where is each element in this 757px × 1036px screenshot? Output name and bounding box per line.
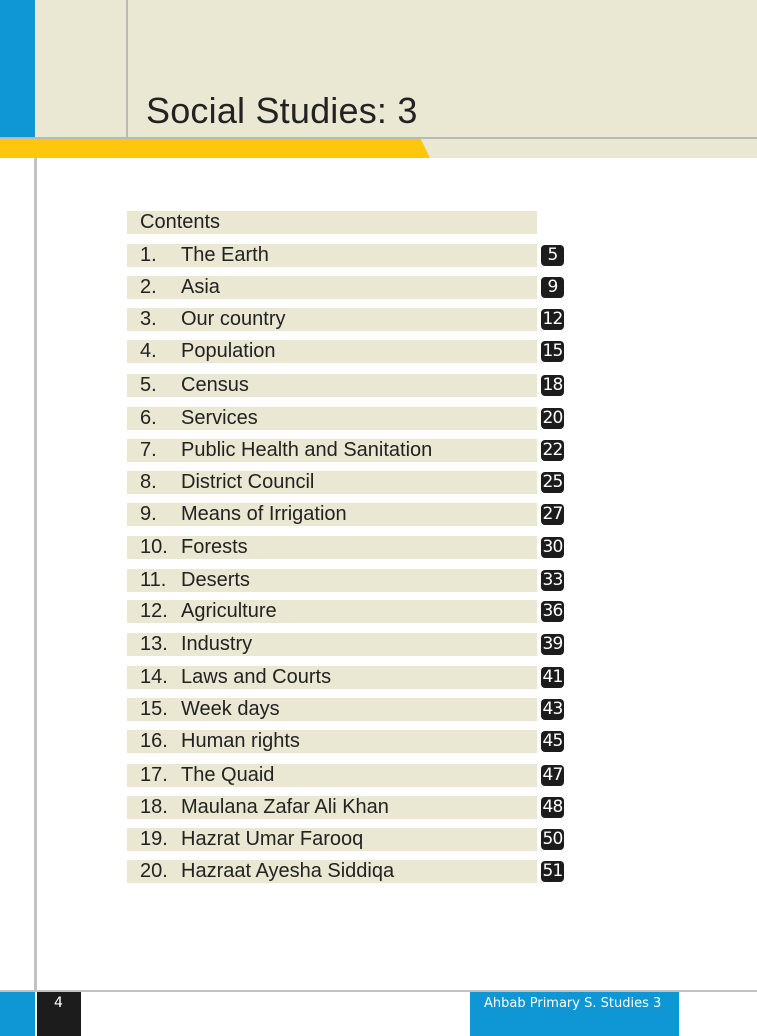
- toc-item[interactable]: [127, 536, 564, 559]
- toc-item[interactable]: [127, 764, 564, 787]
- toc-item-page-badge: 9: [541, 277, 564, 298]
- toc-item-page-badge: 51: [542, 861, 563, 881]
- toc-item-title: Agriculture: [181, 600, 277, 622]
- toc-item-number: 19.: [140, 828, 168, 850]
- toc-item-number: 10.: [140, 536, 168, 558]
- toc-item-page-badge: 15: [542, 341, 563, 361]
- toc-item-title: The Earth: [181, 244, 269, 266]
- yellow-accent-band: [0, 139, 757, 158]
- header-divider: [126, 0, 128, 137]
- toc-item-title: Means of Irrigation: [181, 503, 347, 525]
- toc-item-page-badge: 41: [542, 667, 563, 687]
- toc-heading: Contents: [140, 211, 221, 233]
- toc-item-title: Industry: [181, 633, 253, 655]
- toc-item-page-badge: 45: [542, 731, 563, 751]
- toc-item[interactable]: [127, 374, 564, 397]
- left-margin-rule: [34, 158, 37, 992]
- page-title: Social Studies: 3: [146, 90, 418, 131]
- toc-item-title: Maulana Zafar Ali Khan: [181, 796, 389, 818]
- toc-item-title: Forests: [181, 536, 248, 558]
- toc-item[interactable]: [127, 276, 564, 299]
- toc-item-title: Our country: [181, 308, 286, 330]
- toc-item-number: 18.: [140, 796, 168, 818]
- toc-item[interactable]: [127, 828, 564, 851]
- toc-item-page-badge: 27: [542, 504, 563, 524]
- toc-item[interactable]: [127, 439, 564, 462]
- toc-item-title: District Council: [181, 471, 315, 493]
- toc-item-title: Hazrat Umar Farooq: [181, 828, 364, 850]
- toc-item-number: 9.: [140, 503, 157, 525]
- toc-item-title: Hazraat Ayesha Siddiqa: [181, 860, 395, 882]
- toc-item[interactable]: [127, 340, 564, 363]
- toc-item-page-badge: 5: [541, 245, 564, 266]
- toc-item-page-badge: 48: [542, 797, 563, 817]
- toc-item-number: 11.: [140, 569, 167, 591]
- toc-item[interactable]: [127, 860, 564, 883]
- toc-item-page-badge: 30: [542, 537, 563, 557]
- toc-item-title: Asia: [181, 276, 220, 298]
- toc-item[interactable]: [127, 471, 564, 494]
- toc-item[interactable]: [127, 569, 564, 592]
- toc-item-number: 15.: [140, 698, 168, 720]
- toc-item[interactable]: [127, 407, 564, 430]
- toc-item-number: 13.: [140, 633, 168, 655]
- toc-item-title: Laws and Courts: [181, 666, 332, 688]
- toc-item-number: 12.: [140, 600, 168, 622]
- toc-item-page-badge: 18: [542, 375, 563, 395]
- left-accent-bar-bottom: [0, 992, 35, 1036]
- toc-item[interactable]: [127, 244, 564, 267]
- toc-item-number: 1.: [140, 244, 157, 266]
- toc-item-number: 2.: [140, 276, 157, 298]
- toc-item-number: 5.: [140, 374, 157, 396]
- toc-item[interactable]: [127, 796, 564, 819]
- toc-item-title: Deserts: [181, 569, 250, 591]
- toc-item-number: 16.: [140, 730, 168, 752]
- toc-item-title: Public Health and Sanitation: [181, 439, 433, 461]
- toc-item[interactable]: [127, 730, 564, 753]
- toc-item-title: The Quaid: [181, 764, 275, 786]
- toc-item[interactable]: [127, 503, 564, 526]
- toc-item-page-badge: 20: [542, 408, 563, 428]
- toc-item-number: 3.: [140, 308, 157, 330]
- toc-item-page-badge: 47: [542, 765, 563, 785]
- toc-item-page-badge: 25: [542, 472, 563, 492]
- toc-item-title: Census: [181, 374, 249, 396]
- toc-item-page-badge: 50: [542, 829, 563, 849]
- footer-book-title: Ahbab Primary S. Studies 3: [484, 996, 662, 1011]
- toc-item-number: 17.: [140, 764, 168, 786]
- toc-item-page-badge: 39: [542, 634, 563, 654]
- toc-item[interactable]: [127, 698, 564, 721]
- toc-item-title: Services: [181, 407, 258, 429]
- toc-item-page-badge: 12: [542, 309, 563, 329]
- toc-item-page-badge: 43: [542, 699, 563, 719]
- toc-item-page-badge: 36: [542, 601, 563, 621]
- toc-item-page-badge: 33: [542, 570, 563, 590]
- page-number: 4: [54, 995, 63, 1011]
- toc-item-title: Population: [181, 340, 276, 362]
- toc-item[interactable]: [127, 600, 564, 623]
- left-accent-bar-top: [0, 0, 35, 137]
- toc-item[interactable]: [127, 666, 564, 689]
- toc-item[interactable]: [127, 308, 564, 331]
- toc-item-title: Human rights: [181, 730, 300, 752]
- toc-item-number: 14.: [140, 666, 168, 688]
- toc-item-number: 20.: [140, 860, 168, 882]
- toc-item-page-badge: 22: [542, 440, 563, 460]
- toc-item-title: Week days: [181, 698, 280, 720]
- toc-item-number: 6.: [140, 407, 157, 429]
- toc-item[interactable]: [127, 633, 564, 656]
- toc-item-number: 8.: [140, 471, 157, 493]
- toc-item-number: 4.: [140, 340, 157, 362]
- toc-item-number: 7.: [140, 439, 157, 461]
